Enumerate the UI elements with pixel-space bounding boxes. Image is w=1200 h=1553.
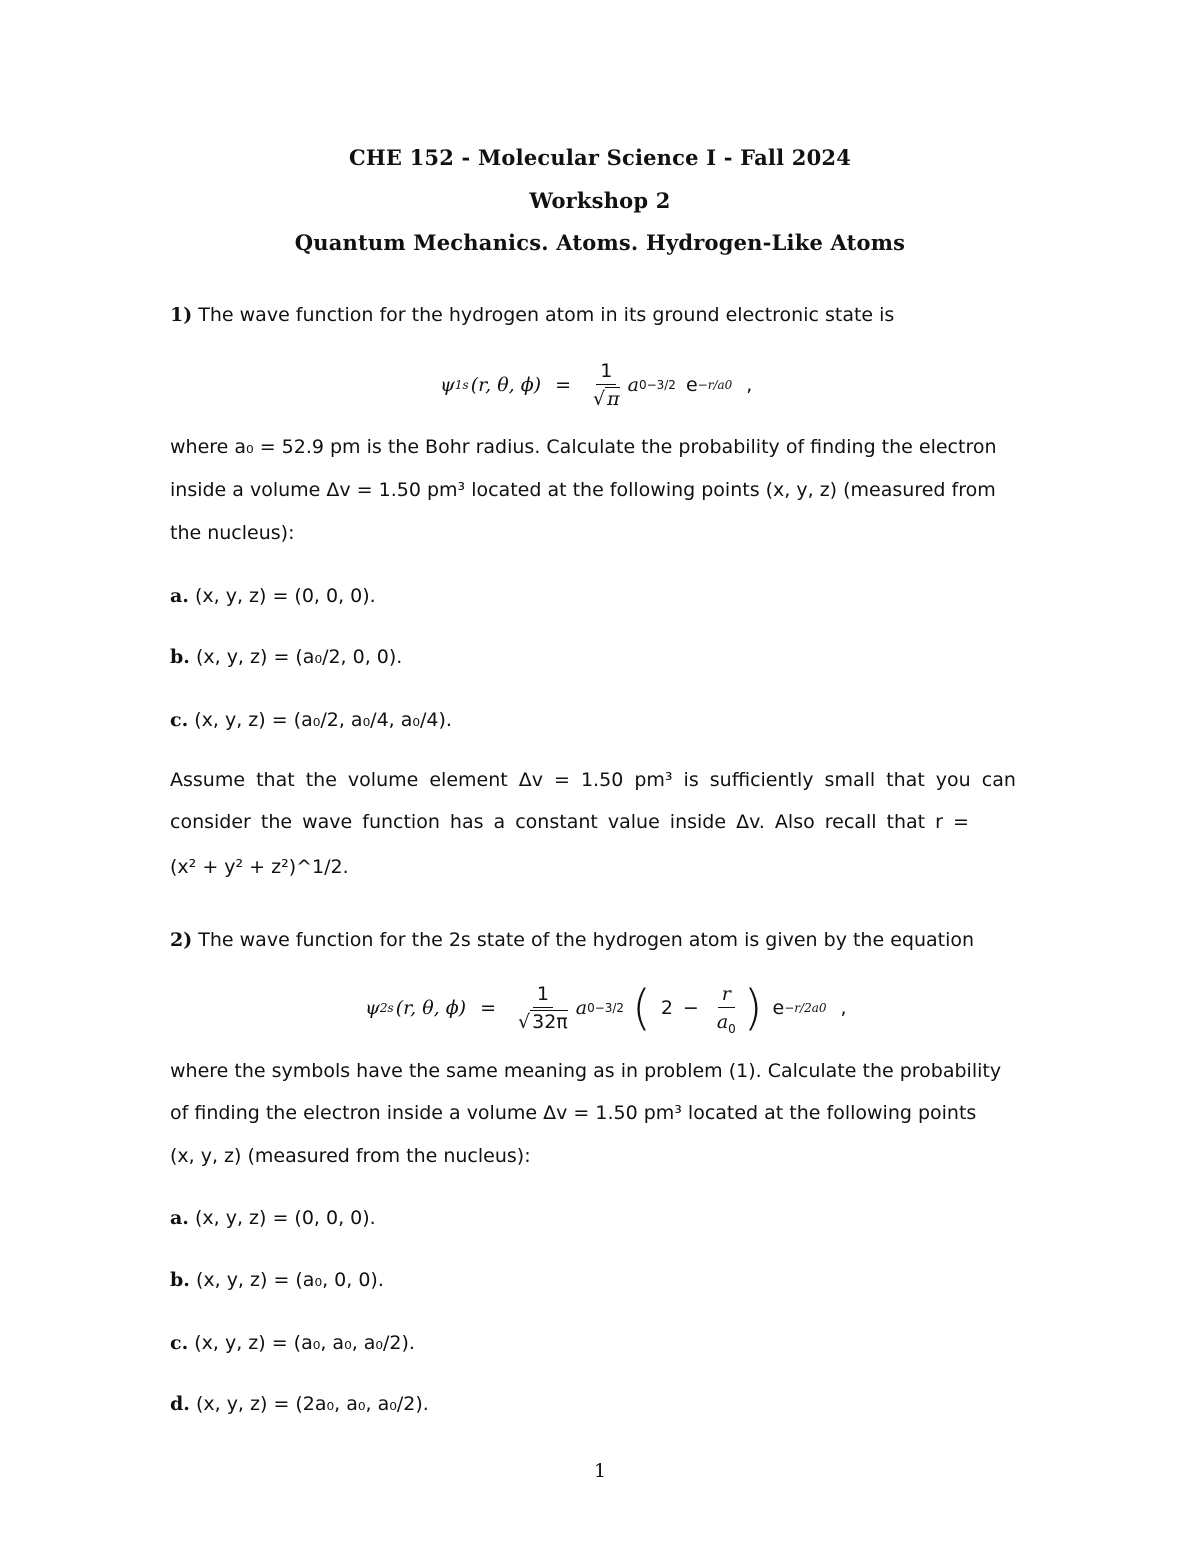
eq2-psi: ψ <box>365 997 380 1019</box>
item-label: d. <box>170 1393 190 1415</box>
problem-1-intro-text: The wave function for the hydrogen atom in its ground electronic state is <box>198 304 895 326</box>
item-label: c. <box>170 709 189 731</box>
eq2-fraction <box>514 983 572 1034</box>
problem-2-item-b <box>170 1269 384 1291</box>
item-text: (x, y, z) = (2a₀, a₀, a₀/2). <box>195 1393 429 1415</box>
problem-1-item-c <box>170 709 452 731</box>
problem-1-assume-3: (x² + y² + z²)^1/2. <box>170 856 349 878</box>
eq2-r-den <box>713 1008 740 1034</box>
item-text: (x, y, z) = (a₀, a₀, a₀/2). <box>194 1332 415 1354</box>
eq2-r-den-a: a <box>716 1010 729 1033</box>
eq2-r-num: r <box>718 983 735 1008</box>
eq1-exp-base: e <box>685 374 698 396</box>
eq1-fraction <box>589 360 624 411</box>
item-label: a. <box>170 585 189 607</box>
eq2-args: (r, θ, ϕ) <box>395 997 467 1019</box>
problem-2-item-c <box>170 1332 415 1354</box>
eq2-frac-num: 1 <box>533 983 553 1008</box>
problem-1-intro <box>170 304 894 326</box>
eq1-psi: ψ <box>440 374 455 396</box>
eq1-args: (r, θ, ϕ) <box>470 374 542 396</box>
eq1-equals: = <box>555 374 571 396</box>
item-text: (x, y, z) = (a₀/2, a₀/4, a₀/4). <box>194 709 452 731</box>
equation-psi-2s: ψ 2s (r, θ, ϕ) = $\frac{1}{√ 32\pi}$ a 0 −3/2 ( 2 − $\frac{r}{a_0}$ ) e −r/2a0 , <box>365 980 847 1036</box>
eq2-comma: , <box>840 997 847 1019</box>
problem-1-item-b <box>170 646 402 668</box>
item-label: b. <box>170 1269 190 1291</box>
eq1-a0: a <box>627 374 639 396</box>
eq2-two: 2 <box>660 997 673 1019</box>
problem-2-item-a <box>170 1207 376 1229</box>
eq2-r-den-sub: 0 <box>728 1021 736 1036</box>
eq2-minus: − <box>682 997 699 1019</box>
eq2-right-paren: ) <box>743 980 763 1036</box>
problem-2-number: 2) <box>170 929 193 951</box>
problem-1-line-3: the nucleus): <box>170 522 295 544</box>
workshop-title: Workshop 2 <box>529 188 671 213</box>
problem-1-assume-2: consider the wave function has a constant value inside Δv. Also recall that r = <box>170 811 969 833</box>
item-label: b. <box>170 646 190 668</box>
item-label: c. <box>170 1332 189 1354</box>
problem-1-line-2: inside a volume Δv = 1.50 pm³ located at the following points (x, y, z) (measured from <box>170 479 996 501</box>
eq2-equals: = <box>480 997 496 1019</box>
equation-psi-1s: ψ 1s (r, θ, ϕ) = $\frac{1}{√ \pi}$ a 0 −3/2 e −r/a0 , <box>440 359 753 410</box>
eq2-frac-den-radicand: 32π <box>532 1010 568 1033</box>
problem-2-line-2: of finding the electron inside a volume Δv = 1.50 pm³ located at the following points <box>170 1102 977 1124</box>
problem-1-assume-1: Assume that the volume element Δv = 1.50 pm³ is sufficiently small that you can <box>170 769 1016 791</box>
page-number: 1 <box>593 1460 607 1482</box>
eq2-left-paren: ( <box>632 980 651 1036</box>
eq2-frac-den: √ 32π <box>518 1010 568 1033</box>
eq1-frac-num: 1 <box>596 360 616 385</box>
item-text: (x, y, z) = (0, 0, 0). <box>194 585 376 607</box>
eq2-r-fraction <box>713 983 740 1034</box>
problem-2-line-3: (x, y, z) (measured from the nucleus): <box>170 1145 531 1167</box>
problem-1-line-1: where a₀ = 52.9 pm is the Bohr radius. Calculate the probability of finding the electron <box>170 436 997 458</box>
eq1-frac-den: √ π <box>593 387 620 410</box>
eq2-a0: a <box>575 997 588 1019</box>
eq1-comma: , <box>746 374 753 396</box>
item-label: a. <box>170 1207 189 1229</box>
problem-2-intro <box>170 929 974 951</box>
problem-2-intro-text: The wave function for the 2s state of the hydrogen atom is given by the equation <box>198 929 975 951</box>
item-text: (x, y, z) = (a₀, 0, 0). <box>195 1269 384 1291</box>
eq1-frac-den-radicand: π <box>607 387 620 410</box>
problem-1-number: 1) <box>170 304 193 326</box>
problem-1-item-a <box>170 585 376 607</box>
course-title: CHE 152 - Molecular Science I - Fall 2024 <box>348 145 852 170</box>
problem-2-line-1: where the symbols have the same meaning as in problem (1). Calculate the probability <box>170 1060 1002 1082</box>
problem-2-item-d <box>170 1393 429 1415</box>
item-text: (x, y, z) = (0, 0, 0). <box>194 1207 376 1229</box>
topic-title: Quantum Mechanics. Atoms. Hydrogen-Like Atoms <box>294 230 906 255</box>
item-text: (x, y, z) = (a₀/2, 0, 0). <box>195 646 403 668</box>
eq2-exp-base: e <box>772 997 785 1019</box>
